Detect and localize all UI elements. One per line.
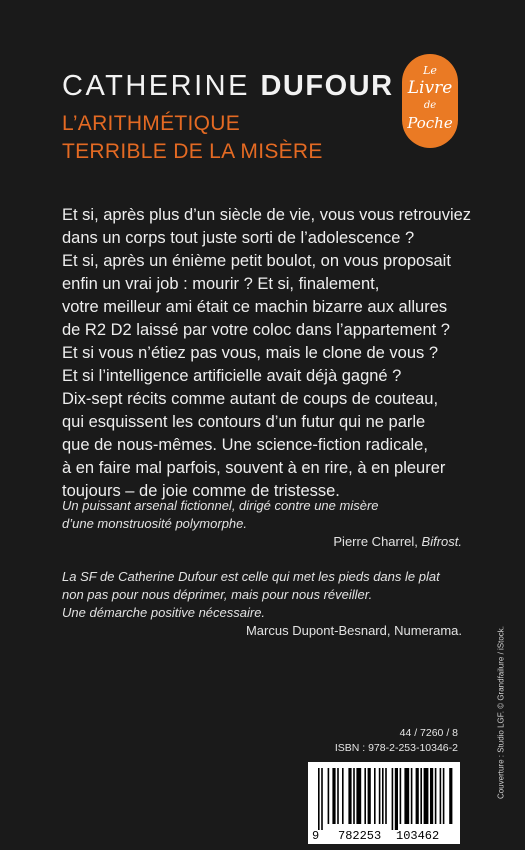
barcode-bar: [353, 768, 355, 824]
barcode-bar: [435, 768, 437, 824]
quote-line: Une démarche positive nécessaire.: [62, 605, 266, 620]
barcode-bar: [395, 768, 398, 830]
edition-codes: [280, 726, 458, 756]
barcode-digits: 103462: [396, 829, 440, 843]
blurb-line: enfin un vrai job : mourir ? Et si, finalement,: [62, 275, 380, 293]
barcode-bar: [337, 768, 339, 824]
quote-line: La SF de Catherine Dufour est celle qui met les pieds dans le plat: [62, 569, 440, 584]
barcode-bar: [404, 768, 409, 824]
barcode-bar: [379, 768, 381, 824]
author-first-name: CATHERINE: [62, 70, 250, 102]
barcode-bar: [332, 768, 335, 824]
quote-source: Marcus Dupont-Besnard, Numerama.: [245, 623, 462, 638]
quote-line: d’une monstruosité polymorphe.: [62, 516, 247, 531]
barcode-bar: [318, 768, 320, 830]
blurb-line: votre meilleur ami était ce machin bizarre aux allures: [62, 298, 448, 316]
barcode: [308, 762, 460, 844]
blurb-line: Dix-sept récits comme autant de coups de couteau,: [62, 390, 439, 408]
barcode-bar: [321, 768, 323, 830]
logo-word-poche: Poche: [407, 114, 453, 132]
barcode-bar: [374, 768, 376, 824]
barcode-bar: [368, 768, 371, 824]
barcode-bar: [424, 768, 429, 824]
barcode-bar: [449, 768, 452, 824]
barcode-bar: [342, 768, 344, 824]
blurb-line: Et si vous n’étiez pas vous, mais le clone de vous ?: [62, 344, 439, 362]
cover-credit: Couverture : Studio LGF. © Grandfailure / iStock.: [496, 625, 506, 800]
logo-word-le: Le: [423, 64, 437, 77]
title-line-2: TERRIBLE DE LA MISÈRE: [62, 140, 323, 163]
barcode-bar: [382, 768, 384, 824]
blurb-line: dans un corps tout juste sorti de l’adolescence ?: [62, 229, 415, 247]
barcode-digits: 782253: [338, 829, 382, 843]
quote-source: [62, 533, 462, 551]
edition-number: 44 / 7260 / 8: [399, 727, 458, 739]
blurb-line: qui esquissent les contours d’un futur qui ne parle: [62, 413, 426, 431]
cover-credit-container: [494, 600, 508, 830]
blurb-line: de R2 D2 laissé par votre coloc dans l’appartement ?: [62, 321, 450, 339]
title-line-1: L’ARITHMÉTIQUE: [62, 112, 241, 135]
publisher-logo: [402, 54, 458, 148]
barcode-bar: [328, 768, 330, 824]
blurb-line: toujours – de joie comme de tristesse.: [62, 482, 340, 500]
quote-line: non pas pour nous déprimer, mais pour nous réveiller.: [62, 587, 373, 602]
barcode-digits: 9: [312, 829, 320, 843]
press-quote-2: [62, 568, 462, 640]
barcode-bar: [420, 768, 422, 824]
barcode-bar: [348, 768, 351, 824]
barcode-bar: [385, 768, 387, 824]
blurb-line: Et si, après un énième petit boulot, on vous proposait: [62, 252, 451, 270]
isbn: ISBN : 978-2-253-10346-2: [334, 742, 458, 754]
barcode-bar: [416, 768, 419, 824]
barcode-bar: [364, 768, 366, 824]
barcode-bars: [308, 762, 460, 844]
logo-word-de: de: [423, 100, 437, 111]
barcode-bar: [411, 768, 413, 824]
barcode-bar: [400, 768, 402, 824]
blurb-line: Et si, après plus d’un siècle de vie, vous vous retrouviez: [62, 206, 472, 224]
author-name: [62, 70, 394, 103]
barcode-bar: [443, 768, 445, 824]
book-title: [62, 110, 323, 166]
barcode-bar: [356, 768, 361, 824]
barcode-bar: [430, 768, 433, 824]
blurb-text: [62, 204, 472, 503]
quote-line: Un puissant arsenal fictionnel, dirigé contre une misère: [62, 498, 379, 513]
barcode-bar: [440, 768, 442, 824]
blurb-line: que de nous-mêmes. Une science-fiction radicale,: [62, 436, 428, 454]
quote-source-name: Pierre Charrel,: [333, 534, 422, 549]
press-quote-1: [62, 497, 462, 551]
logo-word-livre: Livre: [407, 78, 453, 98]
barcode-bar: [392, 768, 394, 830]
blurb-line: Et si l’intelligence artificielle avait déjà gagné ?: [62, 367, 402, 385]
blurb-line: à en faire mal parfois, souvent à en rire, à en pleurer: [62, 459, 446, 477]
quote-source-publication: Bifrost.: [421, 534, 462, 549]
author-last-name: DUFOUR: [260, 70, 394, 102]
